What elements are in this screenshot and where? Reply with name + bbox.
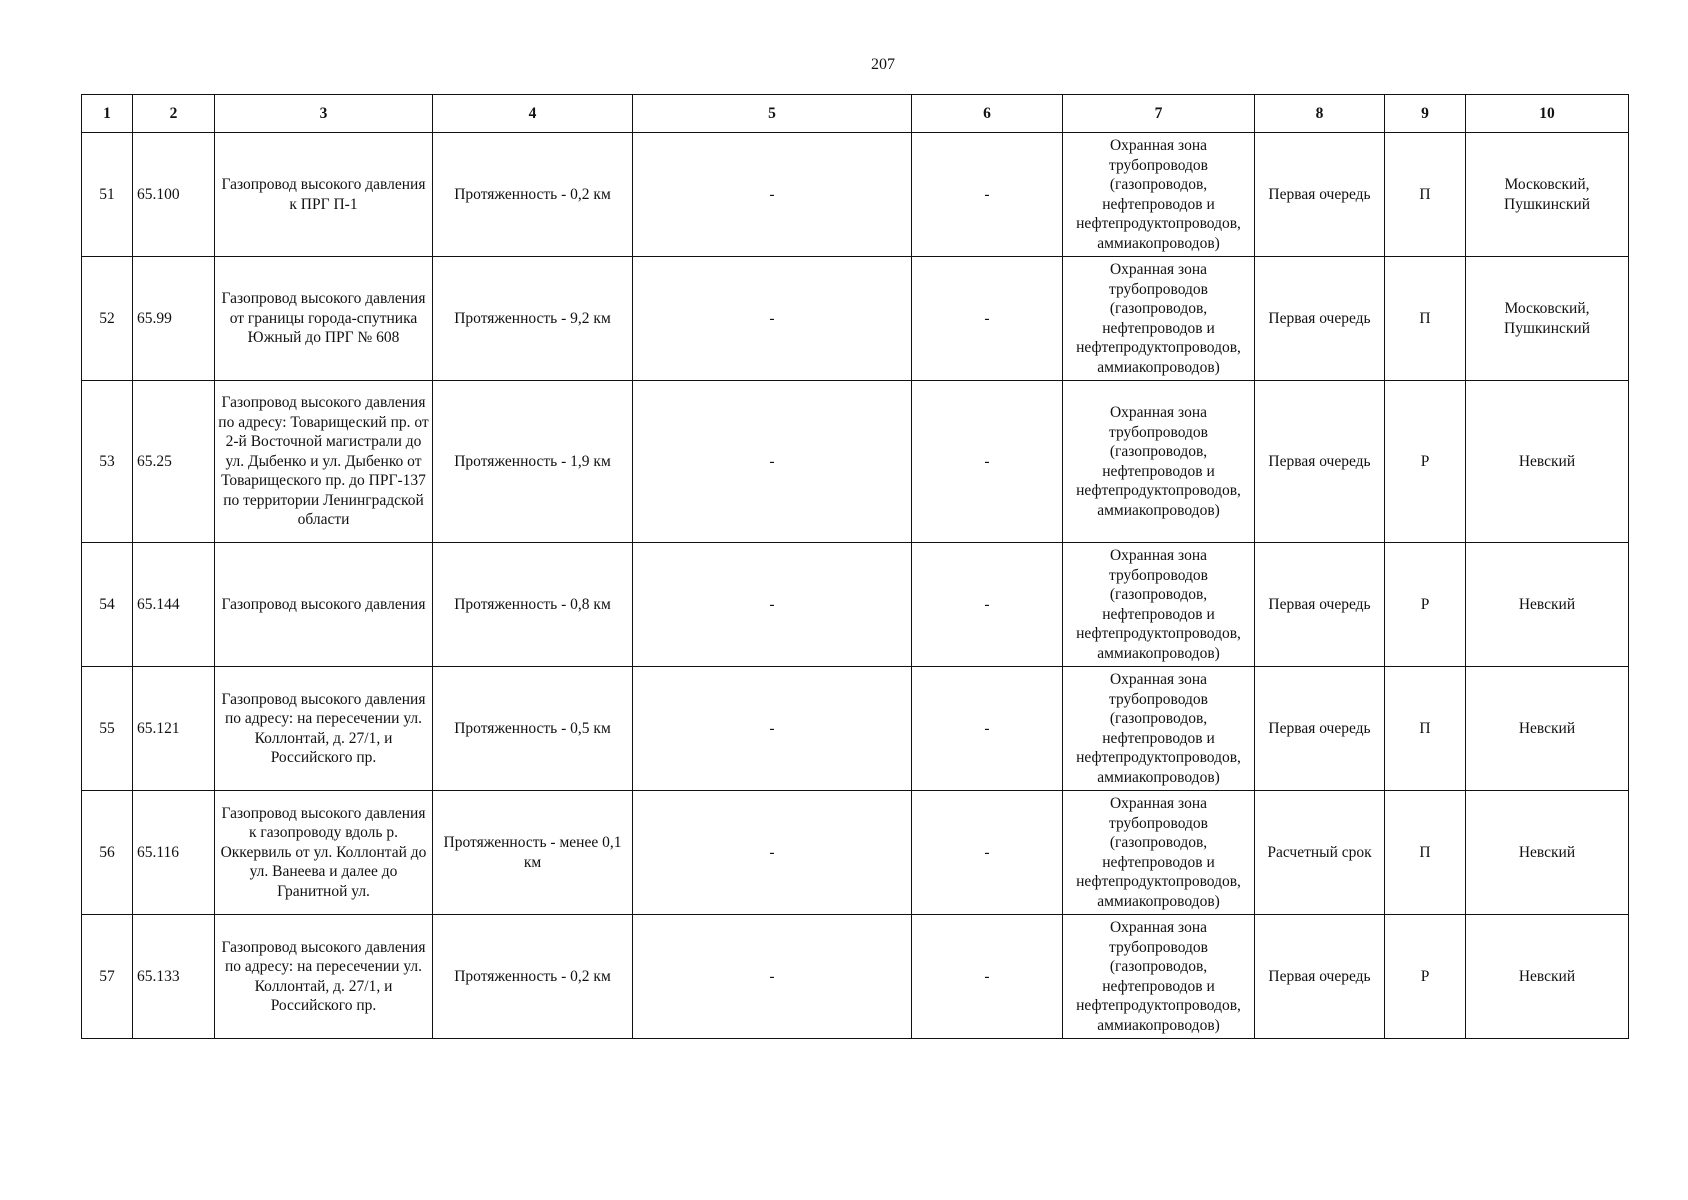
row-number: 52 [82, 257, 133, 381]
object-type: Р [1385, 381, 1466, 543]
object-length: Протяженность - 0,8 км [433, 543, 633, 667]
construction-stage: Первая очередь [1255, 667, 1385, 791]
district: Московский, Пушкинский [1466, 133, 1629, 257]
header-cell: 8 [1255, 95, 1385, 133]
protection-zone: Охранная зона трубопроводов (газопроводов, нефтепроводов и нефтепродуктопроводов, аммиакопроводов) [1063, 543, 1255, 667]
district: Невский [1466, 667, 1629, 791]
col5-value: - [633, 791, 912, 915]
object-type: П [1385, 667, 1466, 791]
header-cell: 1 [82, 95, 133, 133]
header-cell: 7 [1063, 95, 1255, 133]
header-row [82, 95, 1629, 133]
object-length: Протяженность - 1,9 км [433, 381, 633, 543]
object-name: Газопровод высокого давления от границы города-спутника Южный до ПРГ № 608 [215, 257, 433, 381]
header-cell: 4 [433, 95, 633, 133]
table-row [82, 915, 1629, 1039]
object-type: П [1385, 257, 1466, 381]
object-length: Протяженность - менее 0,1 км [433, 791, 633, 915]
header-cell: 3 [215, 95, 433, 133]
protection-zone: Охранная зона трубопроводов (газопроводов, нефтепроводов и нефтепродуктопроводов, аммиакопроводов) [1063, 257, 1255, 381]
table-row [82, 667, 1629, 791]
district: Невский [1466, 543, 1629, 667]
col6-value: - [912, 133, 1063, 257]
construction-stage: Расчетный срок [1255, 791, 1385, 915]
header-cell: 10 [1466, 95, 1629, 133]
infrastructure-table [81, 94, 1629, 1039]
row-number: 57 [82, 915, 133, 1039]
header-cell: 5 [633, 95, 912, 133]
col6-value: - [912, 791, 1063, 915]
header-cell: 2 [133, 95, 215, 133]
protection-zone: Охранная зона трубопроводов (газопроводов, нефтепроводов и нефтепродуктопроводов, аммиакопроводов) [1063, 667, 1255, 791]
object-code: 65.121 [133, 667, 215, 791]
object-code: 65.100 [133, 133, 215, 257]
object-name: Газопровод высокого давления [215, 543, 433, 667]
object-code: 65.144 [133, 543, 215, 667]
object-name: Газопровод высокого давления по адресу: на пересечении ул. Коллонтай, д. 27/1, и Российского пр. [215, 915, 433, 1039]
object-name: Газопровод высокого давления к газопроводу вдоль р. Оккервиль от ул. Коллонтай до ул. Ванеева и далее до Гранитной ул. [215, 791, 433, 915]
district: Невский [1466, 791, 1629, 915]
row-number: 51 [82, 133, 133, 257]
object-type: П [1385, 133, 1466, 257]
row-number: 53 [82, 381, 133, 543]
col5-value: - [633, 543, 912, 667]
construction-stage: Первая очередь [1255, 133, 1385, 257]
district: Невский [1466, 381, 1629, 543]
object-code: 65.25 [133, 381, 215, 543]
col6-value: - [912, 915, 1063, 1039]
col6-value: - [912, 667, 1063, 791]
protection-zone: Охранная зона трубопроводов (газопроводов, нефтепроводов и нефтепродуктопроводов, аммиакопроводов) [1063, 791, 1255, 915]
col6-value: - [912, 543, 1063, 667]
col5-value: - [633, 381, 912, 543]
object-name: Газопровод высокого давления по адресу: на пересечении ул. Коллонтай, д. 27/1, и Российского пр. [215, 667, 433, 791]
table-row [82, 133, 1629, 257]
protection-zone: Охранная зона трубопроводов (газопроводов, нефтепроводов и нефтепродуктопроводов, аммиакопроводов) [1063, 915, 1255, 1039]
row-number: 54 [82, 543, 133, 667]
protection-zone: Охранная зона трубопроводов (газопроводов, нефтепроводов и нефтепродуктопроводов, аммиакопроводов) [1063, 133, 1255, 257]
col5-value: - [633, 915, 912, 1039]
object-length: Протяженность - 0,2 км [433, 915, 633, 1039]
object-code: 65.133 [133, 915, 215, 1039]
construction-stage: Первая очередь [1255, 915, 1385, 1039]
district: Московский, Пушкинский [1466, 257, 1629, 381]
object-length: Протяженность - 9,2 км [433, 257, 633, 381]
col5-value: - [633, 667, 912, 791]
construction-stage: Первая очередь [1255, 257, 1385, 381]
district: Невский [1466, 915, 1629, 1039]
object-code: 65.116 [133, 791, 215, 915]
table-row [82, 381, 1629, 543]
object-length: Протяженность - 0,5 км [433, 667, 633, 791]
col5-value: - [633, 257, 912, 381]
object-type: Р [1385, 543, 1466, 667]
construction-stage: Первая очередь [1255, 543, 1385, 667]
object-code: 65.99 [133, 257, 215, 381]
object-name: Газопровод высокого давления к ПРГ П-1 [215, 133, 433, 257]
table-row [82, 257, 1629, 381]
col5-value: - [633, 133, 912, 257]
protection-zone: Охранная зона трубопроводов (газопроводов, нефтепроводов и нефтепродуктопроводов, аммиакопроводов) [1063, 381, 1255, 543]
header-cell: 9 [1385, 95, 1466, 133]
object-length: Протяженность - 0,2 км [433, 133, 633, 257]
row-number: 56 [82, 791, 133, 915]
header-cell: 6 [912, 95, 1063, 133]
col6-value: - [912, 381, 1063, 543]
table-row [82, 543, 1629, 667]
col6-value: - [912, 257, 1063, 381]
row-number: 55 [82, 667, 133, 791]
object-type: П [1385, 791, 1466, 915]
page-number: 207 [871, 56, 895, 73]
table-row [82, 791, 1629, 915]
construction-stage: Первая очередь [1255, 381, 1385, 543]
object-name: Газопровод высокого давления по адресу: Товарищеский пр. от 2-й Восточной магистрали до ул. Дыбенко и ул. Дыбенко от Товарищеского пр. до ПРГ-137 по территории Ленинградской области [215, 381, 433, 543]
object-type: Р [1385, 915, 1466, 1039]
